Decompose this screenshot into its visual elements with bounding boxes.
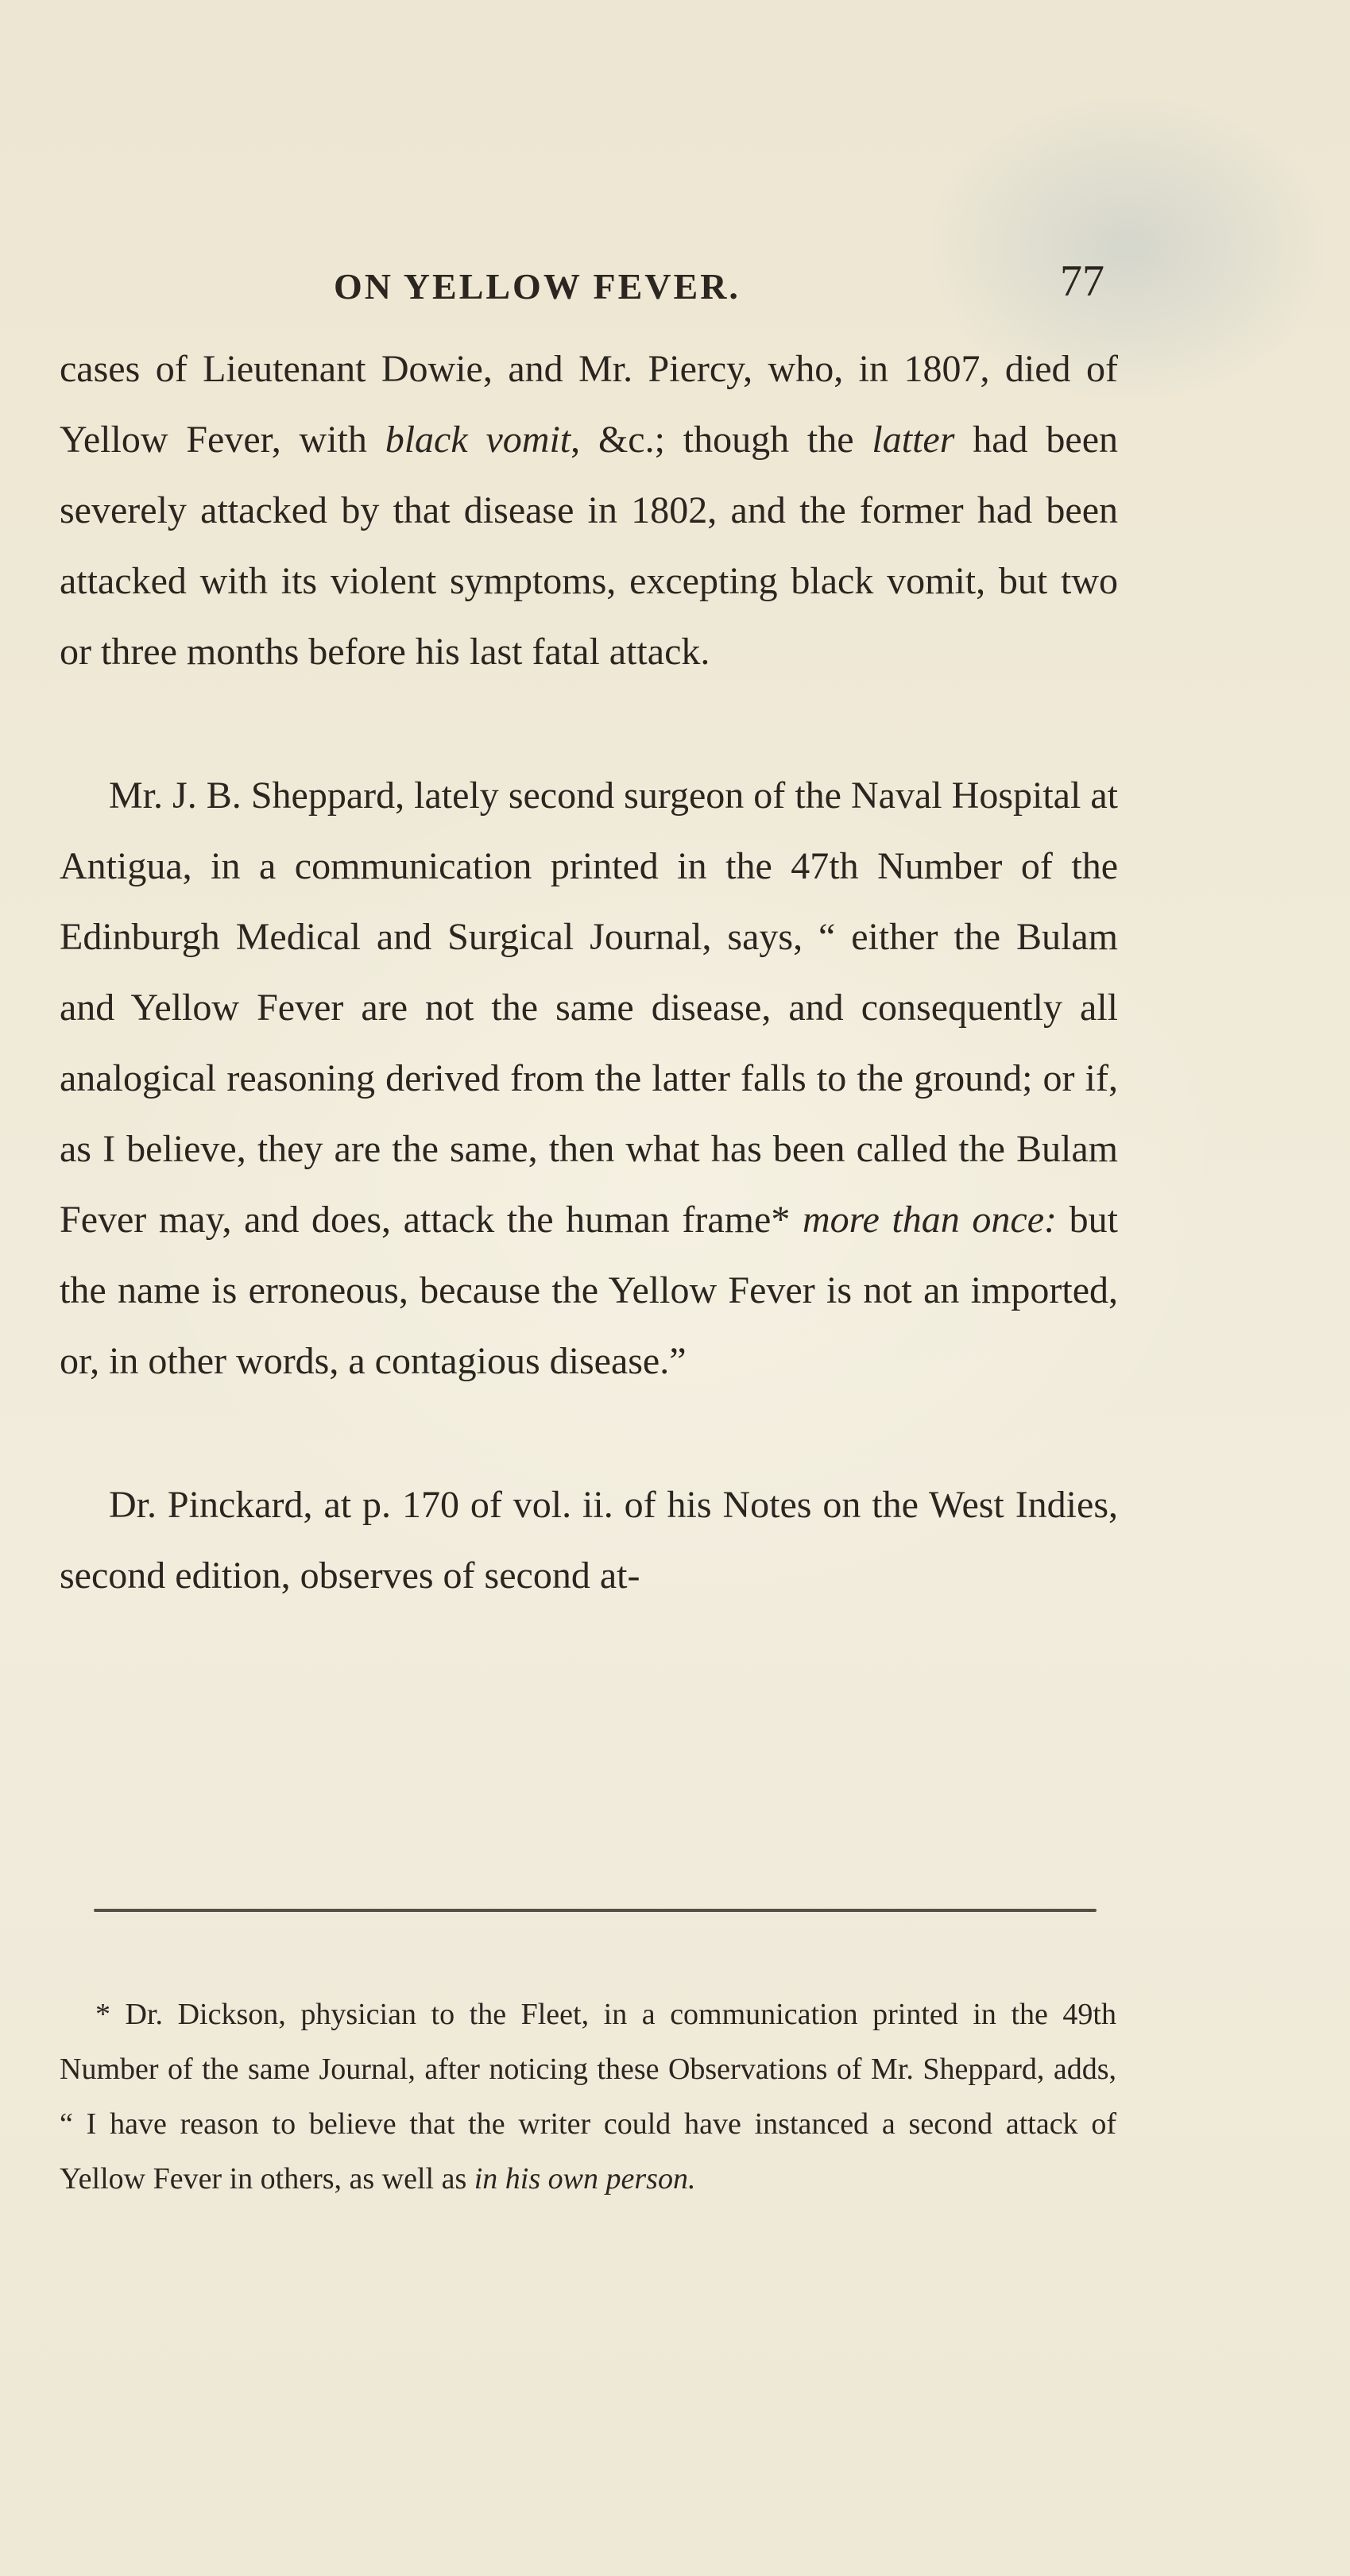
paragraph bbox=[60, 1470, 1118, 1611]
page-number: 77 bbox=[1060, 257, 1104, 306]
text-run: cases of Lieutenant Dowie, and Mr. Piercy, who, in 1807, died of Yellow Fever, with bbox=[60, 348, 1118, 461]
body-text bbox=[60, 334, 1118, 1611]
italic-text-run: more than once: bbox=[802, 1199, 1058, 1241]
text-run: * Dr. Dickson, physician to the Fleet, in a communication printed in the 49th Number of the same Journal, after noticing these Observations of Mr. Sheppard, adds, “ I have reason to believe that the writer could have instanced a second attack of Yellow Fever in others, as well as bbox=[60, 1998, 1116, 2196]
page-header bbox=[334, 256, 1104, 327]
paragraph bbox=[60, 760, 1118, 1396]
italic-text-run: latter bbox=[872, 419, 955, 461]
text-run: , &c.; though the bbox=[571, 419, 872, 461]
footnote bbox=[60, 1987, 1116, 2207]
paragraph bbox=[60, 334, 1118, 687]
text-run: Mr. J. B. Sheppard, lately second surgeon of the Naval Hospital at Antigua, in a communication printed in the 47th Number of the Edinburgh Medical and Surgical Journal, says, “ either the Bulam and Yellow Fever are not the same disease, and consequently all analogical reasoning derived from the latter falls to the ground; or if, as I believe, they are the same, then what has been called the Bulam Fever may, and does, attack the human frame* bbox=[60, 774, 1118, 1241]
running-title: ON YELLOW FEVER. bbox=[334, 266, 741, 307]
italic-text-run: black vomit bbox=[385, 419, 571, 461]
text-run: Dr. Pinckard, at p. 170 of vol. ii. of his Notes on the West Indies, second edition, observes of second at- bbox=[60, 1484, 1118, 1597]
italic-text-run: in his own person. bbox=[474, 2162, 696, 2196]
text-run: but the name is erroneous, because the Yellow Fever is not an imported, or, in other words, a contagious disease.” bbox=[60, 1199, 1119, 1382]
footnote-divider bbox=[94, 1909, 1097, 1912]
text-run: had been severely attacked by that disease in 1802, and the former had been attacked with its violent symptoms, excepting black vomit, but two or three months before his last fatal attack. bbox=[60, 419, 1119, 673]
